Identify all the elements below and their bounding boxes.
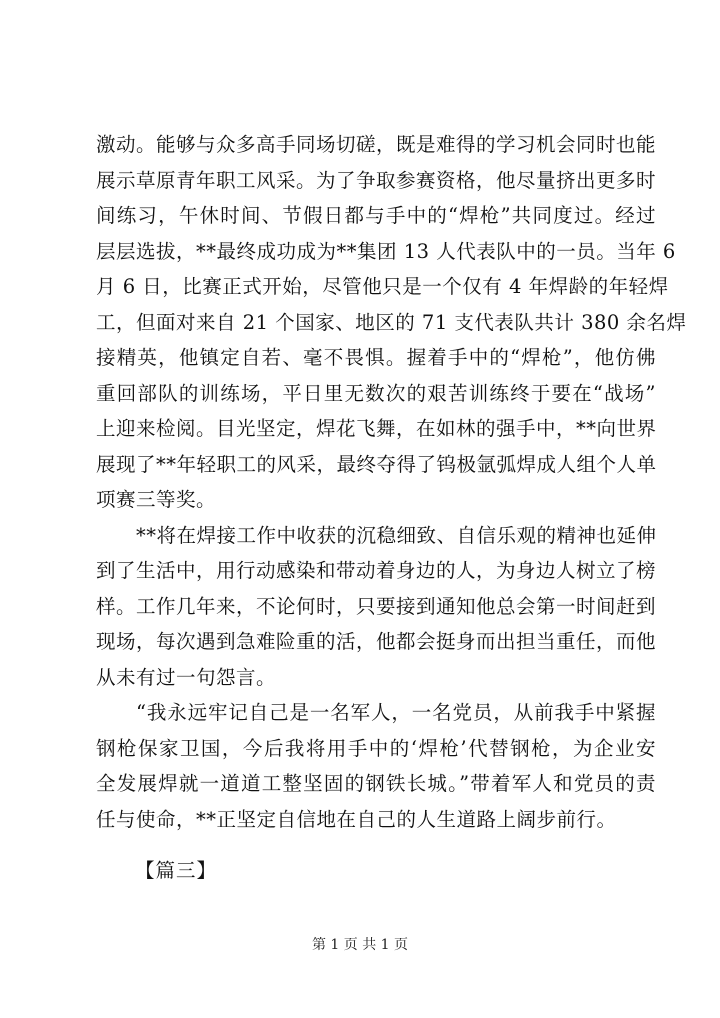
paragraph-3-line: 任与使命，**正坚定自信地在自己的人生道路上阔步前行。 [96, 807, 617, 831]
paragraph-1-line: 月 6 日，比赛正式开始，尽管他只是一个仅有 4 年焊龄的年轻焊 [96, 275, 669, 298]
paragraph-1-line: 接精英，他镇定自若、毫不畏惧。握着手中的“焊枪”，他仿佛 [96, 346, 656, 369]
paragraph-2-line: 从未有过一句怨言。 [96, 665, 277, 689]
paragraph-1-line: 间练习，午休时间、节假日都与手中的“焊枪”共同度过。经过 [96, 204, 656, 227]
paragraph-1-line: 上迎来检阅。目光坚定，焊花飞舞，在如林的强手中，**向世界 [96, 417, 657, 440]
paragraph-1-line: 项赛三等奖。 [96, 488, 217, 511]
paragraph-3-line: 钢枪保家卫国，今后我将用手中的‘焊枪’代替钢枪，为企业安 [96, 736, 656, 760]
paragraph-2-line: **将在焊接工作中收获的沉稳细致、自信乐观的精神也延伸 [136, 523, 657, 547]
paragraph-1-line: 层层选拔，**最终成功成为**集团 13 人代表队中的一员。当年 6 [96, 239, 676, 263]
paragraph-3-line: 全发展焊就一道道工整坚固的钢铁长城。”带着军人和党员的责 [96, 772, 656, 795]
paragraph-1-line: 激动。能够与众多高手同场切磋，既是难得的学习机会同时也能 [96, 133, 657, 156]
page-footer: 第 1 页 共 1 页 [311, 937, 409, 953]
paragraph-1-line: 展示草原青年职工风采。为了争取参赛资格，他尽量挤出更多时 [96, 168, 657, 192]
document-body [96, 127, 687, 837]
paragraph-3-line: “我永远牢记自己是一名军人，一名党员，从前我手中紧握 [136, 701, 656, 724]
section-heading: 【篇三】 [135, 859, 218, 882]
paragraph-1-line: 工，但面对来自 21 个国家、地区的 71 支代表队共计 380 余名焊 [96, 310, 687, 334]
paragraph-2-line: 样。工作几年来，不论何时，只要接到通知他总会第一时间赶到 [96, 594, 657, 618]
paragraph-1-line: 展现了**年轻职工的风采，最终夺得了钨极氩弧焊成人组个人单 [96, 452, 657, 476]
paragraph-1-line: 重回部队的训练场，平日里无数次的艰苦训练终于要在“战场” [96, 381, 656, 405]
paragraph-2-line: 现场，每次遇到急难险重的活，他都会挺身而出担当重任，而他 [96, 630, 657, 653]
paragraph-2-line: 到了生活中，用行动感染和带动着身边的人，为身边人树立了榜 [96, 559, 657, 582]
